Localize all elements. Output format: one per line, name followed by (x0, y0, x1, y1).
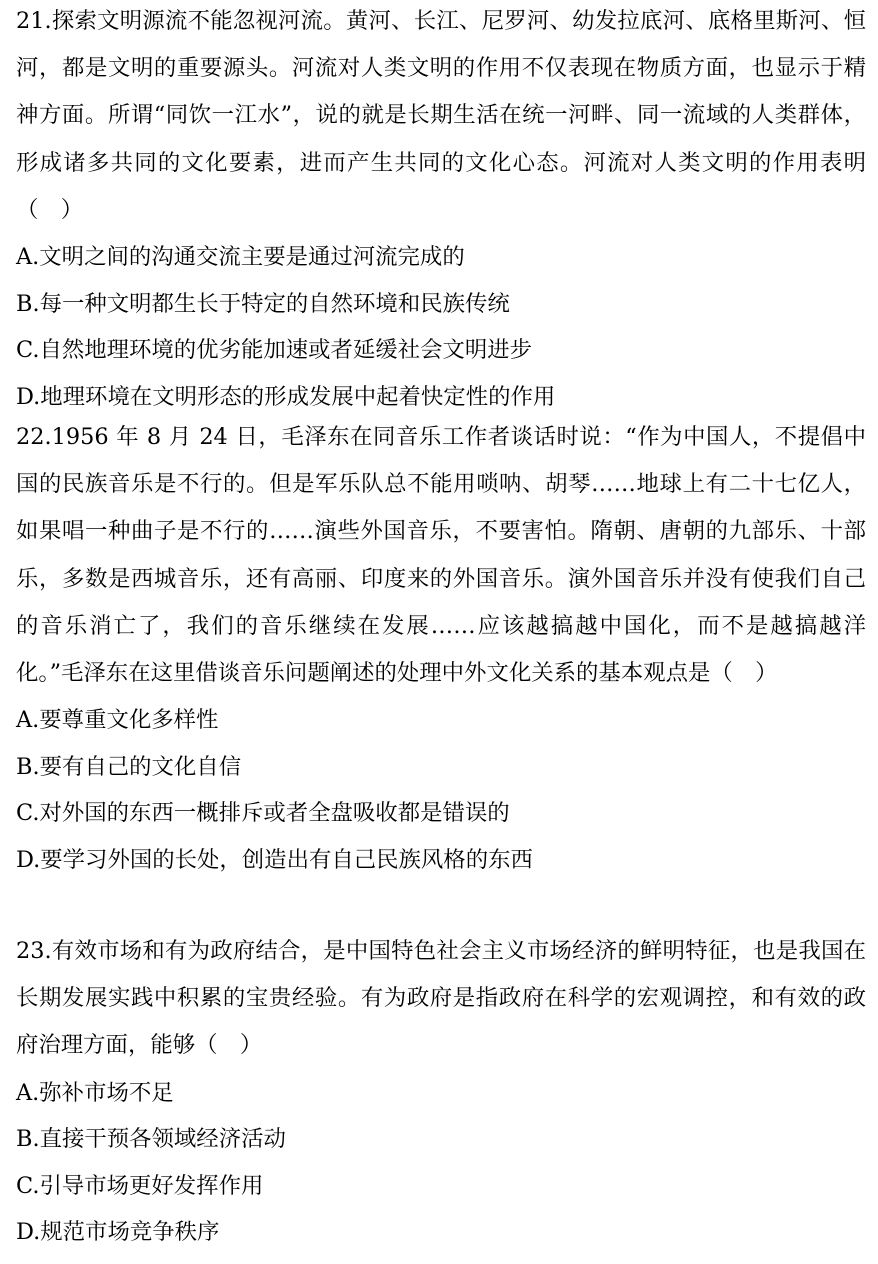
question-22 (16, 414, 866, 884)
option-b[interactable]: B.要有自己的文化自信 (16, 753, 242, 780)
option-a[interactable]: A.文明之间的沟通交流主要是通过河流完成的 (16, 244, 465, 271)
question-stem: 23.有效市场和有为政府结合，是中国特色社会主义市场经济的鲜明特征，也是我国在长期发展实践中积累的宝贵经验。有为政府是指政府在科学的宏观调控，和有效的政府治理方面，能够（ ） (16, 938, 866, 1059)
question-stem: 21.探索文明源流不能忽视河流。黄河、长江、尼罗河、幼发拉底河、底格里斯河、恒河，都是文明的重要源头。河流对人类文明的作用不仅表现在物质方面，也显示于精神方面。所谓“同饮一江水”，说的就是长期生活在统一河畔、同一流域的人类群体，形成诸多共同的文化要素，进而产生共同的文化心态。河流对人类文明的作用表明（ ） (16, 8, 866, 223)
question-23 (16, 928, 866, 1256)
answer-options (16, 1070, 866, 1256)
option-d[interactable]: D.地理环境在文明形态的形成发展中起着快定性的作用 (16, 383, 556, 410)
question-21 (16, 0, 866, 420)
answer-options (16, 234, 866, 420)
option-a[interactable]: A.弥补市场不足 (16, 1079, 174, 1106)
option-c[interactable]: C.对外国的东西一概排斥或者全盘吸收都是错误的 (16, 800, 510, 827)
option-c[interactable]: C.引导市场更好发挥作用 (16, 1172, 264, 1199)
answer-options (16, 697, 866, 883)
option-d[interactable]: D.规范市场竞争秩序 (16, 1219, 220, 1246)
option-a[interactable]: A.要尊重文化多样性 (16, 707, 219, 734)
option-b[interactable]: B.每一种文明都生长于特定的自然环境和民族传统 (16, 290, 510, 317)
option-b[interactable]: B.直接干预各领域经济活动 (16, 1126, 286, 1153)
option-d[interactable]: D.要学习外国的长处，创造出有自己民族风格的东西 (16, 847, 533, 873)
option-c[interactable]: C.自然地理环境的优劣能加速或者延缓社会文明进步 (16, 337, 533, 364)
question-stem: 22.1956 年 8 月 24 日，毛泽东在同音乐工作者谈话时说：“作为中国人，不提倡中国的民族音乐是不行的。但是军乐队总不能用唢呐、胡琴……地球上有二十七亿人，如果唱一种曲子是不行的……演些外国音乐，不要害怕。隋朝、唐朝的九部乐、十部乐，多数是西城音乐，还有高丽、印度来的外国音乐。演外国音乐并没有使我们自己的音乐消亡了，我们的音乐继续在发展……应该越搞越中国化，而不是越搞越洋化。”毛泽东在这里借谈音乐问题阐述的处理中外文化关系的基本观点是（ ） (16, 424, 866, 687)
